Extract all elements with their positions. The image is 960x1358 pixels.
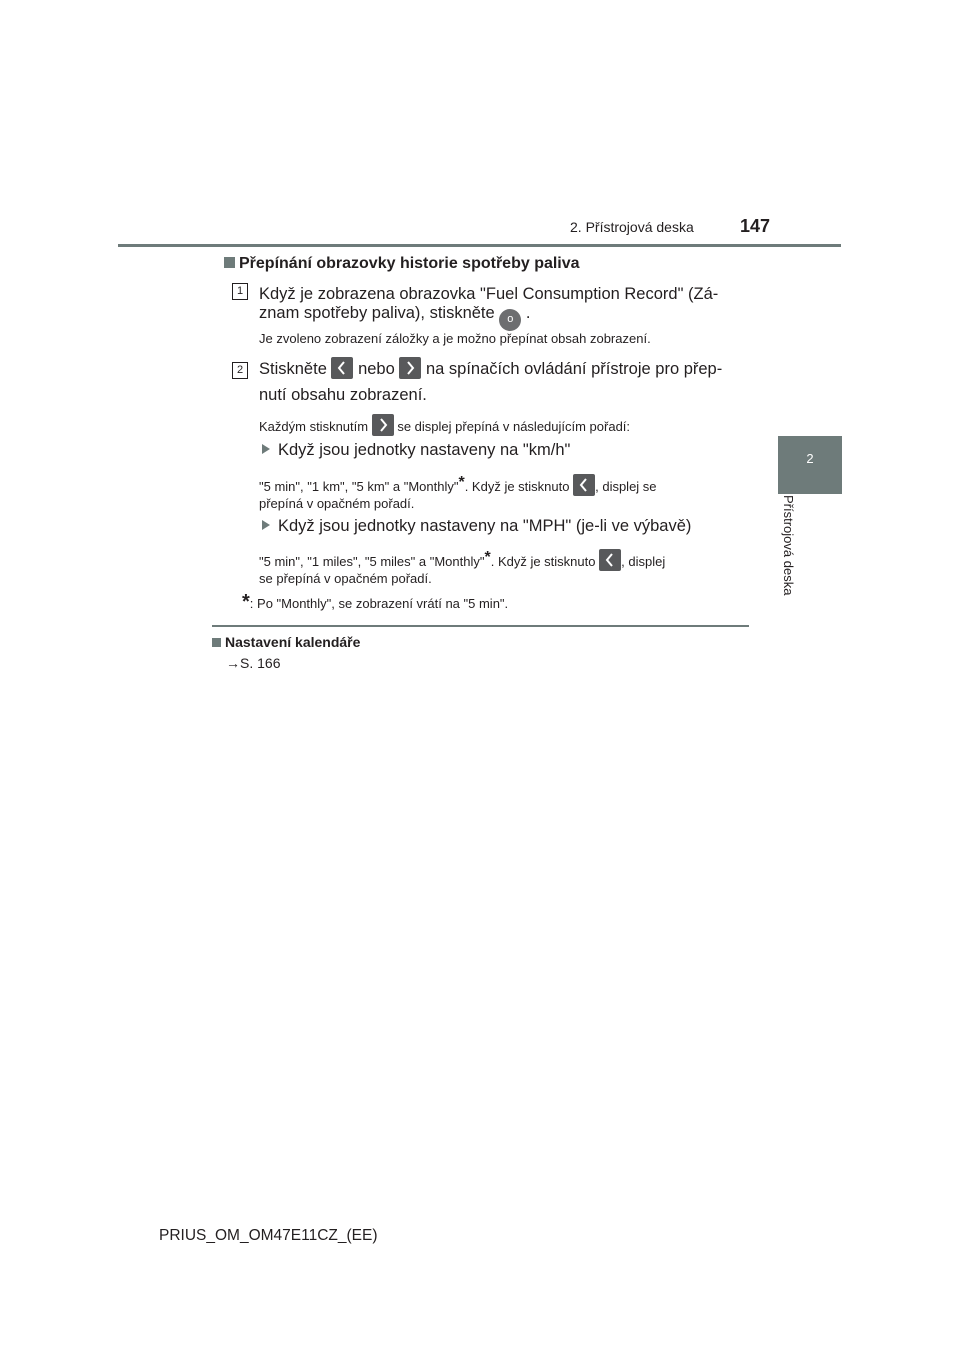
step-1-note: Je zvoleno zobrazení záložky a je možno přepínat obsah zobrazení. — [259, 331, 651, 346]
document-code-footer: PRIUS_OM_OM47E11CZ_(EE) — [159, 1227, 378, 1244]
units-kmh-heading: Když jsou jednotky nastaveny na "km/h" — [262, 437, 570, 463]
square-bullet-icon — [224, 257, 235, 268]
right-arrow-button-icon — [399, 357, 421, 379]
footnote: *: Po "Monthly", se zobrazení vrátí na "5 min". — [242, 591, 509, 613]
units-mph-text-cont: se přepíná v opačném pořadí. — [259, 571, 432, 586]
right-arrow-button-icon — [372, 414, 394, 436]
page-number: 147 — [740, 216, 771, 236]
triangle-bullet-icon — [262, 444, 270, 454]
calendar-page-ref[interactable]: →S. 166 — [226, 655, 281, 671]
header-section-title: 2. Přístrojová deska — [570, 219, 694, 235]
units-mph-heading: Když jsou jednotky nastaveny na "MPH" (je-li ve výbavě) — [262, 513, 691, 539]
step-1-text: Když je zobrazena obrazovka "Fuel Consumption Record" (Zá- — [259, 285, 719, 303]
units-kmh-text: "5 min", "1 km", "5 km" a "Monthly"*. Když je stisknuto , displej se — [259, 474, 657, 494]
step-2-note: Každým stisknutím se displej přepíná v následujícím pořadí: — [259, 414, 630, 436]
step-number-2: 2 — [232, 362, 248, 379]
step-2-text: Stiskněte nebo na spínačích ovládání přístroje pro přep- — [259, 356, 747, 382]
ok-button-icon: o — [499, 309, 521, 331]
step-2-text-cont: nutí obsahu zobrazení. — [259, 386, 427, 404]
section-rule — [212, 625, 749, 627]
triangle-bullet-icon — [262, 520, 270, 530]
step-number-1: 1 — [232, 283, 248, 300]
left-arrow-button-icon — [573, 474, 595, 496]
header-rule — [118, 244, 841, 247]
square-bullet-icon — [212, 638, 221, 647]
left-arrow-button-icon — [331, 357, 353, 379]
step-1-text-cont: znam spotřeby paliva), stiskněte o . — [259, 300, 745, 331]
side-tab-title: Přístrojová deska — [781, 495, 796, 596]
units-mph-text: "5 min", "1 miles", "5 miles" a "Monthly"*. Když je stisknuto , displej — [259, 549, 666, 569]
side-tab-number: 2 — [778, 436, 842, 494]
units-kmh-text-cont: přepíná v opačném pořadí. — [259, 496, 415, 511]
left-arrow-button-icon — [599, 549, 621, 571]
section-heading: Přepínání obrazovky historie spotřeby paliva — [224, 255, 580, 273]
calendar-heading: Nastavení kalendáře — [212, 634, 360, 650]
